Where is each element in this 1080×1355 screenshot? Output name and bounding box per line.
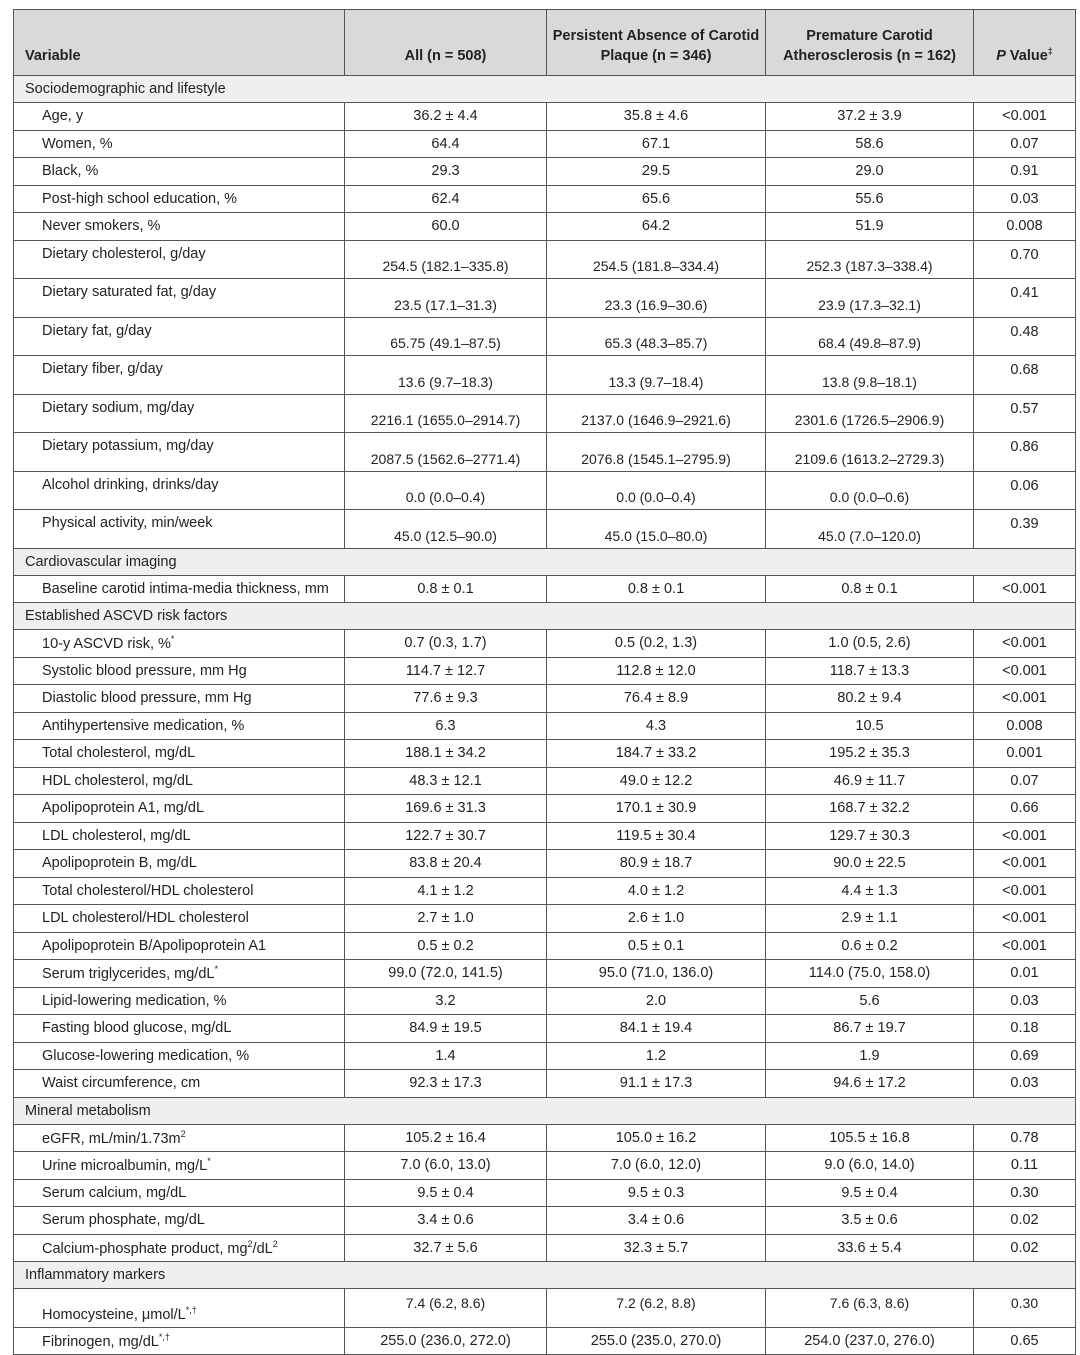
header-pvalue-text: Value (1005, 48, 1048, 64)
value-premature: 5.6 (766, 987, 974, 1015)
footnote-mark: * (170, 634, 175, 645)
variable-label-cont: /dL (252, 1240, 273, 1257)
p-value: 0.30 (974, 1179, 1076, 1207)
table-row (14, 932, 1076, 960)
variable-label: Glucose-lowering medication, % (42, 1047, 250, 1064)
variable-cell (14, 877, 345, 905)
table-row (14, 510, 1076, 549)
variable-label: Fibrinogen, mg/dL (42, 1333, 159, 1350)
table-row (14, 1289, 1076, 1328)
section-title: Sociodemographic and lifestyle (14, 76, 1076, 103)
p-value: 0.07 (974, 130, 1076, 158)
value-all: 1.4 (345, 1042, 547, 1070)
value-absence: 170.1 ± 30.9 (547, 795, 766, 823)
value-absence: 65.3 (48.3–85.7) (547, 317, 766, 356)
table-row (14, 394, 1076, 433)
section-row (14, 1097, 1076, 1124)
value-absence: 76.4 ± 8.9 (547, 685, 766, 713)
superscript: 2 (272, 1238, 278, 1249)
value-premature: 9.5 ± 0.4 (766, 1179, 974, 1207)
value-all: 6.3 (345, 712, 547, 740)
header-premature: Premature Carotid Atherosclerosis (n = 162) (766, 10, 974, 76)
variable-label: Serum calcium, mg/dL (42, 1184, 187, 1201)
footnote-mark: 2 (180, 1128, 186, 1139)
p-value: 0.91 (974, 158, 1076, 186)
variable-label: Antihypertensive medication, % (42, 717, 245, 734)
value-absence: 4.0 ± 1.2 (547, 877, 766, 905)
value-absence: 7.2 (6.2, 8.8) (547, 1289, 766, 1328)
variable-cell (14, 932, 345, 960)
variable-cell (14, 185, 345, 213)
value-absence: 67.1 (547, 130, 766, 158)
value-all: 9.5 ± 0.4 (345, 1179, 547, 1207)
variable-cell (14, 1015, 345, 1043)
value-all: 32.7 ± 5.6 (345, 1234, 547, 1262)
variable-label: 10-y ASCVD risk, % (42, 636, 171, 653)
variable-label: Systolic blood pressure, mm Hg (42, 662, 247, 679)
value-premature: 4.4 ± 1.3 (766, 877, 974, 905)
footnote-mark: *,† (185, 1304, 197, 1315)
variable-label: Lipid-lowering medication, % (42, 992, 227, 1009)
value-premature: 2301.6 (1726.5–2906.9) (766, 394, 974, 433)
header-absence: Persistent Absence of Carotid Plaque (n = 346) (547, 10, 766, 76)
value-all: 7.4 (6.2, 8.6) (345, 1289, 547, 1328)
value-premature: 129.7 ± 30.3 (766, 822, 974, 850)
p-value: 0.30 (974, 1289, 1076, 1328)
variable-cell (14, 1042, 345, 1070)
p-value: 0.18 (974, 1015, 1076, 1043)
variable-label: Serum phosphate, mg/dL (42, 1212, 205, 1229)
value-premature: 45.0 (7.0–120.0) (766, 510, 974, 549)
table-row (14, 877, 1076, 905)
variable-cell (14, 822, 345, 850)
variable-cell (14, 575, 345, 603)
variable-cell (14, 213, 345, 241)
variable-label: Dietary saturated fat, g/day (42, 284, 217, 300)
value-all: 105.2 ± 16.4 (345, 1124, 547, 1152)
variable-label: Homocysteine, μmol/L (42, 1306, 186, 1323)
p-value: 0.001 (974, 740, 1076, 768)
variable-label: LDL cholesterol/HDL cholesterol (42, 910, 249, 927)
variable-label: Diastolic blood pressure, mm Hg (42, 690, 252, 707)
table-row (14, 685, 1076, 713)
table-row (14, 103, 1076, 131)
value-absence: 23.3 (16.9–30.6) (547, 279, 766, 318)
table-row (14, 1070, 1076, 1098)
variable-label: Total cholesterol, mg/dL (42, 745, 196, 762)
variable-cell (14, 657, 345, 685)
table-row (14, 822, 1076, 850)
variable-cell (14, 103, 345, 131)
variable-cell (14, 960, 345, 988)
p-value: 0.68 (974, 356, 1076, 395)
section-title: Inflammatory markers (14, 1262, 1076, 1289)
value-premature: 37.2 ± 3.9 (766, 103, 974, 131)
table-row (14, 1042, 1076, 1070)
value-all: 45.0 (12.5–90.0) (345, 510, 547, 549)
p-value: 0.57 (974, 394, 1076, 433)
value-all: 169.6 ± 31.3 (345, 795, 547, 823)
variable-cell (14, 130, 345, 158)
table-row (14, 767, 1076, 795)
variable-cell (14, 317, 345, 356)
value-absence: 105.0 ± 16.2 (547, 1124, 766, 1152)
value-all: 62.4 (345, 185, 547, 213)
baseline-characteristics-table (13, 9, 1076, 1355)
value-absence: 35.8 ± 4.6 (547, 103, 766, 131)
value-premature: 105.5 ± 16.8 (766, 1124, 974, 1152)
value-premature: 254.0 (237.0, 276.0) (766, 1327, 974, 1355)
p-value: <0.001 (974, 877, 1076, 905)
variable-cell (14, 394, 345, 433)
value-all: 2087.5 (1562.6–2771.4) (345, 433, 547, 472)
p-value: 0.69 (974, 1042, 1076, 1070)
table-body (14, 76, 1076, 1355)
table-row (14, 317, 1076, 356)
variable-cell (14, 1207, 345, 1235)
header-pvalue (974, 10, 1076, 76)
value-all: 48.3 ± 12.1 (345, 767, 547, 795)
value-premature: 7.6 (6.3, 8.6) (766, 1289, 974, 1328)
value-absence: 7.0 (6.0, 12.0) (547, 1152, 766, 1180)
value-absence: 29.5 (547, 158, 766, 186)
section-title: Mineral metabolism (14, 1097, 1076, 1124)
value-absence: 65.6 (547, 185, 766, 213)
value-absence: 9.5 ± 0.3 (547, 1179, 766, 1207)
footnote-mark: *,† (158, 1331, 170, 1342)
table-row (14, 471, 1076, 510)
table-row (14, 1327, 1076, 1355)
value-all: 3.2 (345, 987, 547, 1015)
header-pvalue-p: P (996, 48, 1006, 64)
variable-label: Apolipoprotein B, mg/dL (42, 855, 197, 872)
value-absence: 254.5 (181.8–334.4) (547, 240, 766, 279)
p-value: 0.11 (974, 1152, 1076, 1180)
value-all: 255.0 (236.0, 272.0) (345, 1327, 547, 1355)
p-value: 0.06 (974, 471, 1076, 510)
table-row (14, 712, 1076, 740)
p-value: <0.001 (974, 685, 1076, 713)
value-all: 65.75 (49.1–87.5) (345, 317, 547, 356)
value-premature: 23.9 (17.3–32.1) (766, 279, 974, 318)
variable-cell (14, 767, 345, 795)
value-premature: 168.7 ± 32.2 (766, 795, 974, 823)
variable-cell (14, 279, 345, 318)
value-premature: 46.9 ± 11.7 (766, 767, 974, 795)
section-row (14, 76, 1076, 103)
table-row (14, 575, 1076, 603)
value-all: 2.7 ± 1.0 (345, 905, 547, 933)
table-row (14, 850, 1076, 878)
value-premature: 0.8 ± 0.1 (766, 575, 974, 603)
value-all: 188.1 ± 34.2 (345, 740, 547, 768)
variable-cell (14, 471, 345, 510)
table-row (14, 740, 1076, 768)
variable-label: Baseline carotid intima-media thickness, mm (42, 580, 329, 597)
variable-cell (14, 850, 345, 878)
value-absence: 2.0 (547, 987, 766, 1015)
value-premature: 252.3 (187.3–338.4) (766, 240, 974, 279)
value-absence: 119.5 ± 30.4 (547, 822, 766, 850)
variable-label: eGFR, mL/min/1.73m (42, 1130, 181, 1147)
value-all: 23.5 (17.1–31.3) (345, 279, 547, 318)
p-value: 0.66 (974, 795, 1076, 823)
variable-label: Age, y (42, 108, 84, 125)
p-value: <0.001 (974, 575, 1076, 603)
value-premature: 90.0 ± 22.5 (766, 850, 974, 878)
footnote-mark: * (207, 1156, 211, 1167)
table-row (14, 1234, 1076, 1262)
variable-cell (14, 240, 345, 279)
value-all: 114.7 ± 12.7 (345, 657, 547, 685)
p-value: 0.78 (974, 1124, 1076, 1152)
value-all: 60.0 (345, 213, 547, 241)
p-value: 0.008 (974, 712, 1076, 740)
variable-label: Dietary fiber, g/day (42, 361, 163, 377)
value-absence: 84.1 ± 19.4 (547, 1015, 766, 1043)
value-absence: 0.5 (0.2, 1.3) (547, 630, 766, 658)
value-all: 4.1 ± 1.2 (345, 877, 547, 905)
value-premature: 0.6 ± 0.2 (766, 932, 974, 960)
p-value: 0.07 (974, 767, 1076, 795)
table-row (14, 356, 1076, 395)
variable-label: Serum triglycerides, mg/dL (42, 966, 215, 983)
value-absence: 255.0 (235.0, 270.0) (547, 1327, 766, 1355)
variable-cell (14, 1152, 345, 1180)
value-premature: 13.8 (9.8–18.1) (766, 356, 974, 395)
value-absence: 64.2 (547, 213, 766, 241)
p-value: 0.70 (974, 240, 1076, 279)
value-all: 0.0 (0.0–0.4) (345, 471, 547, 510)
value-absence: 3.4 ± 0.6 (547, 1207, 766, 1235)
variable-label: Calcium-phosphate product, mg (42, 1240, 248, 1257)
table-row (14, 240, 1076, 279)
value-premature: 55.6 (766, 185, 974, 213)
variable-cell (14, 1234, 345, 1262)
table-row (14, 795, 1076, 823)
variable-label: Fasting blood glucose, mg/dL (42, 1020, 232, 1037)
header-pvalue-mark: ‡ (1047, 46, 1053, 57)
p-value: 0.02 (974, 1234, 1076, 1262)
table-row (14, 1015, 1076, 1043)
table-row (14, 433, 1076, 472)
table-row (14, 185, 1076, 213)
header-variable: Variable (14, 10, 345, 76)
variable-label: Alcohol drinking, drinks/day (42, 476, 219, 493)
value-absence: 0.5 ± 0.1 (547, 932, 766, 960)
value-all: 0.8 ± 0.1 (345, 575, 547, 603)
value-absence: 45.0 (15.0–80.0) (547, 510, 766, 549)
section-title: Cardiovascular imaging (14, 548, 1076, 575)
table-row (14, 1152, 1076, 1180)
value-absence: 1.2 (547, 1042, 766, 1070)
variable-label: Post-high school education, % (42, 190, 238, 207)
value-absence: 112.8 ± 12.0 (547, 657, 766, 685)
variable-label: Waist circumference, cm (42, 1075, 201, 1092)
value-premature: 9.0 (6.0, 14.0) (766, 1152, 974, 1180)
value-all: 13.6 (9.7–18.3) (345, 356, 547, 395)
p-value: 0.86 (974, 433, 1076, 472)
value-all: 29.3 (345, 158, 547, 186)
value-absence: 2076.8 (1545.1–2795.9) (547, 433, 766, 472)
value-all: 83.8 ± 20.4 (345, 850, 547, 878)
value-premature: 2109.6 (1613.2–2729.3) (766, 433, 974, 472)
value-premature: 94.6 ± 17.2 (766, 1070, 974, 1098)
table-row (14, 1207, 1076, 1235)
p-value: 0.03 (974, 185, 1076, 213)
table-container (13, 9, 1075, 1355)
value-all: 84.9 ± 19.5 (345, 1015, 547, 1043)
variable-cell (14, 158, 345, 186)
variable-cell (14, 905, 345, 933)
variable-label: Dietary sodium, mg/day (42, 399, 195, 416)
variable-cell (14, 712, 345, 740)
variable-cell (14, 1070, 345, 1098)
value-absence: 4.3 (547, 712, 766, 740)
variable-label: LDL cholesterol, mg/dL (42, 827, 191, 844)
p-value: 0.41 (974, 279, 1076, 318)
p-value: <0.001 (974, 630, 1076, 658)
table-row (14, 630, 1076, 658)
value-all: 64.4 (345, 130, 547, 158)
value-all: 99.0 (72.0, 141.5) (345, 960, 547, 988)
table-row (14, 657, 1076, 685)
value-absence: 91.1 ± 17.3 (547, 1070, 766, 1098)
value-premature: 3.5 ± 0.6 (766, 1207, 974, 1235)
variable-cell (14, 630, 345, 658)
p-value: <0.001 (974, 905, 1076, 933)
value-absence: 0.8 ± 0.1 (547, 575, 766, 603)
p-value: 0.01 (974, 960, 1076, 988)
p-value: <0.001 (974, 657, 1076, 685)
value-all: 0.7 (0.3, 1.7) (345, 630, 547, 658)
table-row (14, 130, 1076, 158)
p-value: 0.39 (974, 510, 1076, 549)
value-premature: 51.9 (766, 213, 974, 241)
variable-label: Dietary potassium, mg/day (42, 438, 214, 454)
value-premature: 33.6 ± 5.4 (766, 1234, 974, 1262)
value-all: 2216.1 (1655.0–2914.7) (345, 394, 547, 433)
variable-label: Apolipoprotein B/Apolipoprotein A1 (42, 937, 267, 954)
value-all: 77.6 ± 9.3 (345, 685, 547, 713)
variable-cell (14, 795, 345, 823)
p-value: <0.001 (974, 103, 1076, 131)
variable-label: Women, % (42, 135, 113, 152)
variable-label: Urine microalbumin, mg/L (42, 1158, 208, 1175)
value-absence: 2137.0 (1646.9–2921.6) (547, 394, 766, 433)
value-absence: 0.0 (0.0–0.4) (547, 471, 766, 510)
value-premature: 10.5 (766, 712, 974, 740)
value-all: 0.5 ± 0.2 (345, 932, 547, 960)
table-row (14, 158, 1076, 186)
header-all: All (n = 508) (345, 10, 547, 76)
variable-cell (14, 1289, 345, 1328)
variable-cell (14, 1179, 345, 1207)
section-title: Established ASCVD risk factors (14, 603, 1076, 630)
value-all: 92.3 ± 17.3 (345, 1070, 547, 1098)
footnote-mark: * (214, 964, 218, 975)
table-row (14, 905, 1076, 933)
header-row (14, 10, 1076, 76)
variable-cell (14, 1327, 345, 1355)
value-all: 3.4 ± 0.6 (345, 1207, 547, 1235)
p-value: 0.65 (974, 1327, 1076, 1355)
value-absence: 32.3 ± 5.7 (547, 1234, 766, 1262)
p-value: <0.001 (974, 850, 1076, 878)
p-value: 0.02 (974, 1207, 1076, 1235)
value-premature: 118.7 ± 13.3 (766, 657, 974, 685)
value-absence: 95.0 (71.0, 136.0) (547, 960, 766, 988)
value-premature: 1.0 (0.5, 2.6) (766, 630, 974, 658)
value-premature: 86.7 ± 19.7 (766, 1015, 974, 1043)
variable-label: HDL cholesterol, mg/dL (42, 772, 193, 789)
variable-cell (14, 433, 345, 472)
value-absence: 49.0 ± 12.2 (547, 767, 766, 795)
value-premature: 29.0 (766, 158, 974, 186)
value-premature: 195.2 ± 35.3 (766, 740, 974, 768)
section-row (14, 1262, 1076, 1289)
variable-label: Dietary fat, g/day (42, 322, 152, 339)
variable-cell (14, 740, 345, 768)
value-absence: 13.3 (9.7–18.4) (547, 356, 766, 395)
variable-label: Apolipoprotein A1, mg/dL (42, 800, 205, 817)
variable-cell (14, 510, 345, 549)
p-value: 0.48 (974, 317, 1076, 356)
value-all: 7.0 (6.0, 13.0) (345, 1152, 547, 1180)
value-absence: 184.7 ± 33.2 (547, 740, 766, 768)
value-absence: 2.6 ± 1.0 (547, 905, 766, 933)
value-premature: 58.6 (766, 130, 974, 158)
footnote-mark: 2 (247, 1238, 253, 1249)
table-row (14, 213, 1076, 241)
section-row (14, 548, 1076, 575)
value-all: 122.7 ± 30.7 (345, 822, 547, 850)
variable-label: Physical activity, min/week (42, 515, 213, 531)
value-premature: 1.9 (766, 1042, 974, 1070)
value-all: 36.2 ± 4.4 (345, 103, 547, 131)
value-premature: 68.4 (49.8–87.9) (766, 317, 974, 356)
variable-label: Dietary cholesterol, g/day (42, 245, 206, 262)
section-row (14, 603, 1076, 630)
value-absence: 80.9 ± 18.7 (547, 850, 766, 878)
p-value: <0.001 (974, 822, 1076, 850)
table-row (14, 1124, 1076, 1152)
value-premature: 114.0 (75.0, 158.0) (766, 960, 974, 988)
p-value: 0.008 (974, 213, 1076, 241)
variable-label: Black, % (42, 163, 99, 180)
value-premature: 0.0 (0.0–0.6) (766, 471, 974, 510)
variable-cell (14, 356, 345, 395)
table-row (14, 279, 1076, 318)
value-premature: 2.9 ± 1.1 (766, 905, 974, 933)
value-premature: 80.2 ± 9.4 (766, 685, 974, 713)
variable-cell (14, 987, 345, 1015)
value-all: 254.5 (182.1–335.8) (345, 240, 547, 279)
p-value: <0.001 (974, 932, 1076, 960)
table-row (14, 987, 1076, 1015)
p-value: 0.03 (974, 1070, 1076, 1098)
p-value: 0.03 (974, 987, 1076, 1015)
variable-label: Never smokers, % (42, 218, 161, 235)
table-row (14, 960, 1076, 988)
variable-cell (14, 1124, 345, 1152)
variable-cell (14, 685, 345, 713)
table-row (14, 1179, 1076, 1207)
variable-label: Total cholesterol/HDL cholesterol (42, 882, 254, 899)
